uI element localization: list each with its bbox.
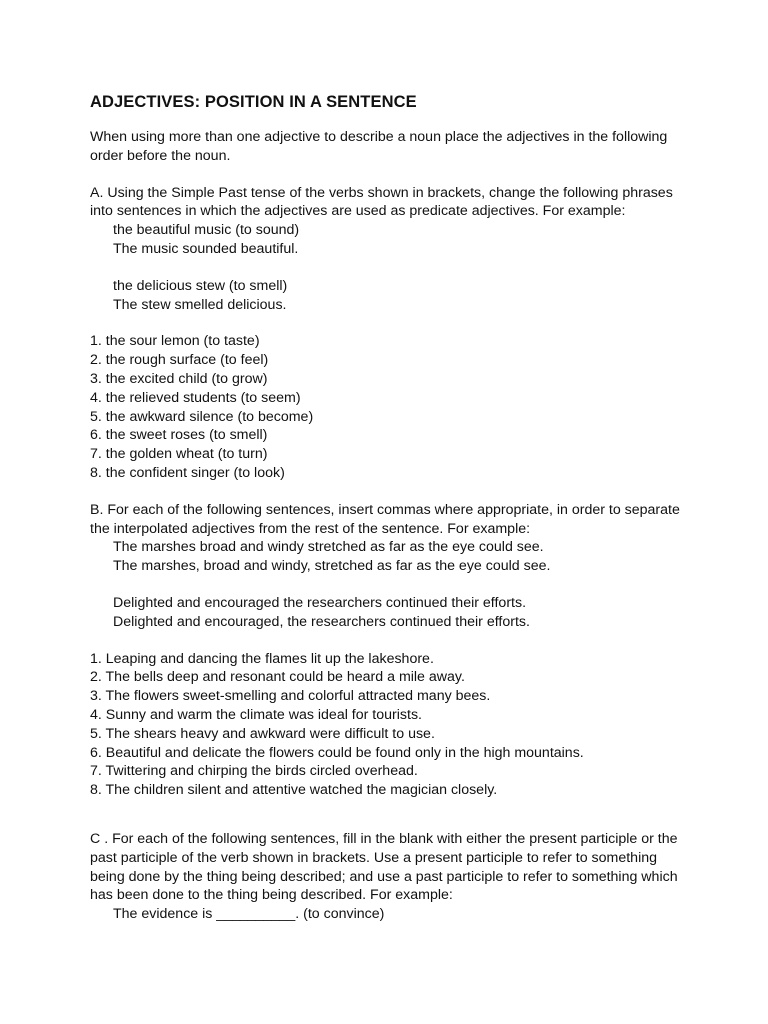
section-c-instruction-line: C . For each of the following sentences, fill in the blank with either the present participle or the (90, 830, 678, 847)
section-c-example: The evidence is __________. (to convince) (113, 906, 385, 923)
section-a-example-block (90, 277, 690, 315)
list-item: 8. the confident singer (to look) (90, 464, 285, 481)
list-item: 1. Leaping and dancing the flames lit up the lakeshore. (90, 650, 434, 667)
section-b-example: The marshes, broad and windy, stretched as far as the eye could see. (113, 558, 551, 575)
intro-line: order before the noun. (90, 147, 231, 164)
section-b-example: Delighted and encouraged the researchers continued their efforts. (113, 594, 527, 611)
page-title: ADJECTIVES: POSITION IN A SENTENCE (90, 93, 417, 111)
list-item: 3. the excited child (to grow) (90, 370, 268, 387)
section-c-instruction-line: past participle of the verb shown in brackets. Use a present participle to refer to something (90, 849, 658, 866)
list-item: 2. The bells deep and resonant could be heard a mile away. (90, 669, 465, 686)
list-item: 6. the sweet roses (to smell) (90, 427, 268, 444)
section-c-instruction-line: has been done to the thing being described. For example: (90, 887, 453, 904)
list-item: 5. The shears heavy and awkward were difficult to use. (90, 725, 435, 742)
section-b-instruction-line: B. For each of the following sentences, insert commas where appropriate, in order to separate (90, 501, 680, 518)
list-item: 2. the rough surface (to feel) (90, 352, 269, 369)
document-content (90, 92, 690, 942)
section-a-instruction-line: into sentences in which the adjectives are used as predicate adjectives. For example: (90, 203, 626, 220)
section-b-instructions (90, 501, 690, 576)
section-a-example: the beautiful music (to sound) (113, 222, 300, 239)
list-item: 4. the relieved students (to seem) (90, 389, 301, 406)
section-a-instructions (90, 184, 690, 259)
list-item: 4. Sunny and warm the climate was ideal for tourists. (90, 706, 422, 723)
list-item: 5. the awkward silence (to become) (90, 408, 314, 425)
intro-paragraph (90, 128, 690, 166)
section-a-list (90, 332, 690, 482)
list-item: 1. the sour lemon (to taste) (90, 333, 260, 350)
section-b-list (90, 650, 690, 800)
section-b-instruction-line: the interpolated adjectives from the rest of the sentence. For example: (90, 520, 531, 537)
list-item: 3. The flowers sweet-smelling and colorful attracted many bees. (90, 688, 491, 705)
section-c-instruction-line: being done by the thing being described; and use a past participle to refer to something which (90, 868, 678, 885)
list-item: 6. Beautiful and delicate the flowers could be found only in the high mountains. (90, 744, 584, 761)
list-item: 7. the golden wheat (to turn) (90, 446, 268, 463)
section-a-example: the delicious stew (to smell) (113, 277, 288, 294)
section-a-example: The music sounded beautiful. (113, 240, 299, 257)
section-c-instructions (90, 830, 690, 924)
list-item: 8. The children silent and attentive watched the magician closely. (90, 782, 498, 799)
section-b-example-block (90, 594, 690, 632)
section-a-instruction-line: A. Using the Simple Past tense of the verbs shown in brackets, change the following phrases (90, 184, 673, 201)
intro-line: When using more than one adjective to describe a noun place the adjectives in the following (90, 129, 668, 145)
list-item: 7. Twittering and chirping the birds circled overhead. (90, 763, 418, 780)
section-b-example: Delighted and encouraged, the researchers continued their efforts. (113, 613, 530, 630)
section-a-example: The stew smelled delicious. (113, 296, 287, 313)
section-b-example: The marshes broad and windy stretched as far as the eye could see. (113, 539, 544, 556)
